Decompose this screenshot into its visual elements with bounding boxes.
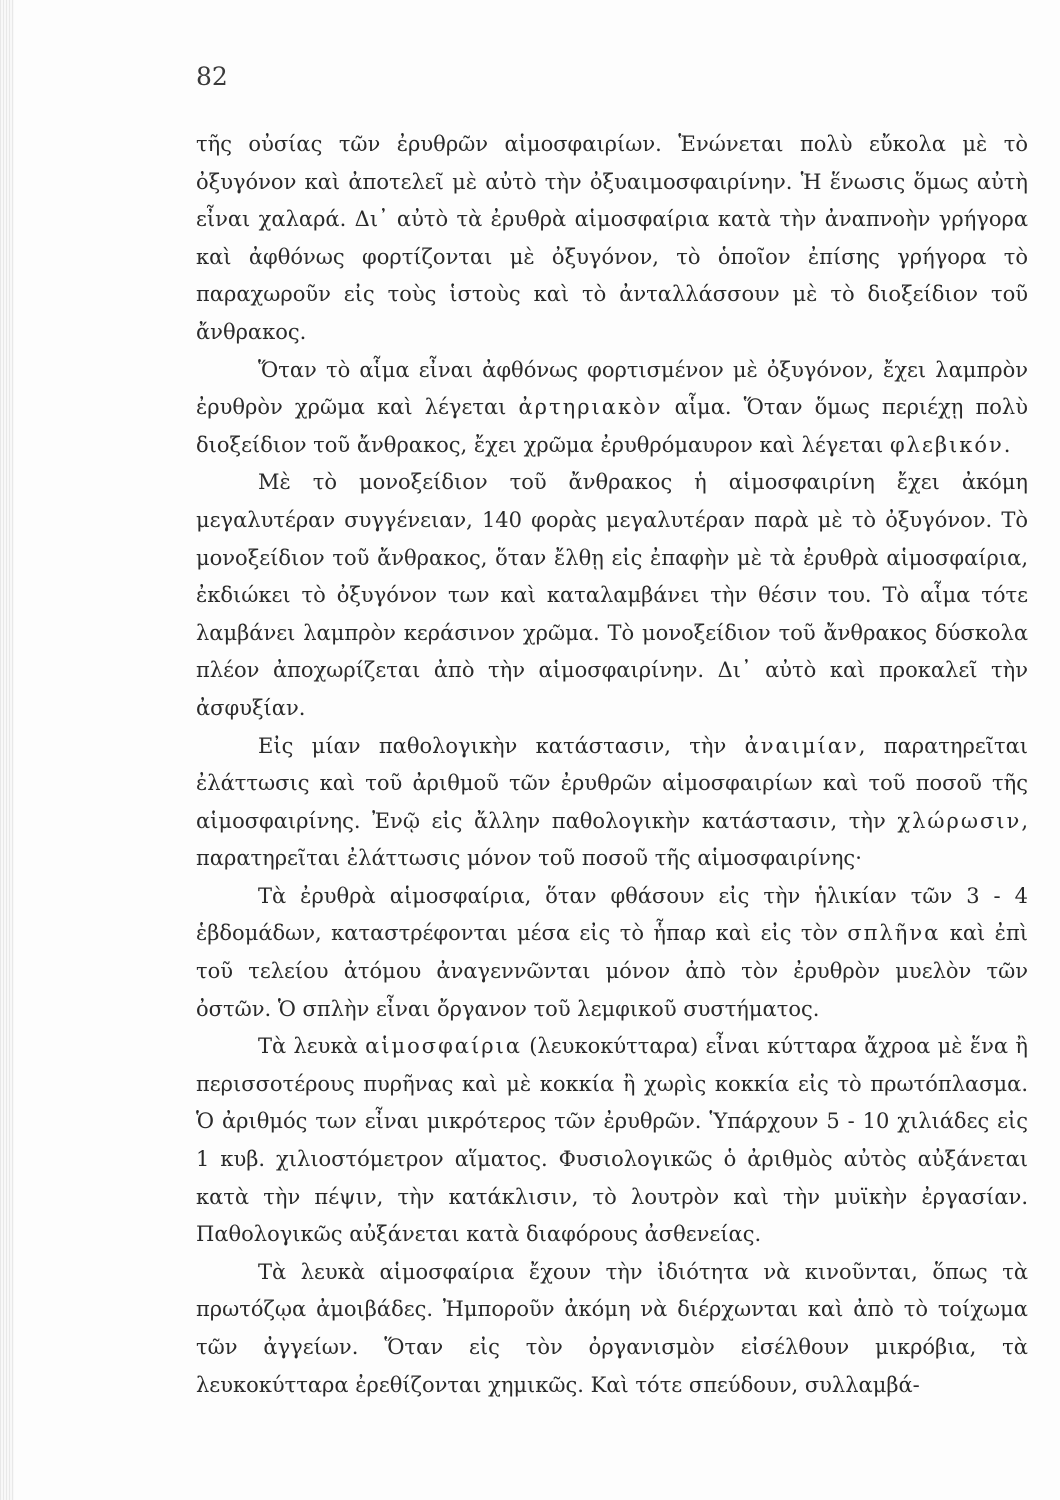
paragraph-4-part-2: , παρατηρεῖται ἐλάττωσις καὶ τοῦ ἀριθμοῦ τῶν ἐρυθρῶν αἱμοσφαιρίων καὶ τοῦ ποσοῦ τῆς αἱμοσφαιρίνης. Ἐνῷ εἰς ἄλλην παθολογικὴν κατάστασιν, τὴν [196, 733, 1028, 833]
page-number: 82 [196, 62, 228, 91]
paragraph-1: τῆς οὐσίας τῶν ἐρυθρῶν αἱμοσφαιρίων. Ἑνώνεται πολὺ εὔκολα μὲ τὸ ὀξυγόνον καὶ ἀποτελεῖ μὲ αὐτὸ τὴν ὀξυαιμοσφαιρίνην. Ἡ ἕνωσις ὅμως αὐτὴ εἶναι χαλαρά. Δι᾽ αὐτὸ τὰ ἐρυθρὰ αἱμοσφαίρια κατὰ τὴν ἀναπνοὴν γρήγορα καὶ ἀφθόνως φορτίζονται μὲ ὀξυγόνον, τὸ ὁποῖον ἐπίσης γρήγορα τὸ παραχωροῦν εἰς τοὺς ἱστοὺς καὶ τὸ ἀνταλλάσσουν μὲ τὸ διοξείδιον τοῦ ἄνθρακος. [196, 132, 1028, 344]
paragraph-2-part-1: Ὅταν τὸ αἷμα εἶναι ἀφθόνως φορτισμένον μὲ ὀξυγόνον, ἔχει λαμπρὸν ἐρυθρὸν χρῶμα καὶ λέγεται [196, 357, 1028, 420]
term-chlorosis: χλώρωσιν [897, 808, 1022, 833]
paragraph-4 [196, 728, 1028, 878]
paragraph-6 [196, 1028, 1028, 1254]
paragraph-3: Μὲ τὸ μονοξείδιον τοῦ ἄνθρακος ἡ αἱμοσφαιρίνη ἔχει ἀκόμη μεγαλυτέραν συγγένειαν, 140 φορὰς μεγαλυτέραν παρὰ μὲ τὸ ὀξυγόνον. Τὸ μονοξείδιον τοῦ ἄνθρακος, ὅταν ἔλθῃ εἰς ἐπαφὴν μὲ τὰ ἐρυθρὰ αἱμοσφαίρια, ἐκδιώκει τὸ ὀξυγόνον των καὶ καταλαμβάνει τὴν θέσιν του. Τὸ αἷμα τότε λαμβάνει λαμπρὸν κεράσινον χρῶμα. Τὸ μονοξείδιον τοῦ ἄνθρακος δύσκολα πλέον ἀποχωρίζεται ἀπὸ τὴν αἱμοσφαιρίνην. Δι᾽ αὐτὸ καὶ προκαλεῖ τὴν ἀσφυξίαν. [196, 470, 1028, 720]
page-edge-shadow [0, 0, 14, 1500]
paragraph-2-part-2: αἷμα. Ὅταν ὅμως περιέχῃ πολὺ διοξείδιον τοῦ ἄνθρακος, ἔχει χρῶμα ἐρυθρόμαυρον καὶ λέγεται [196, 395, 1028, 457]
paragraph-4-part-1: Εἰς μίαν παθολογικὴν κατάστασιν, τὴν [258, 733, 745, 758]
term-venous: φλεβικόν [889, 432, 1004, 457]
paragraph-6-part-2: (λευκοκύτταρα) εἶναι κύτταρα ἄχροα μὲ ἕνα ἢ περισσοτέρους πυρῆνας καὶ μὲ κοκκία ἢ χωρὶς κοκκία εἰς τὸ πρωτόπλασμα. Ὁ ἀριθμός των εἶναι μικρότερος τῶν ἐρυθρῶν. Ὑπάρχουν 5 - 10 χιλιάδες εἰς 1 κυβ. χιλιοστόμετρον αἵματος. Φυσιολογικῶς ὁ ἀριθμὸς αὐτὸς αὐξάνεται κατὰ τὴν πέψιν, τὴν κατάκλισιν, τὸ λουτρὸν καὶ τὴν μυϊκὴν ἐργασίαν. Παθολογικῶς αὐξάνεται κατὰ διαφόρους ἀσθενείας. [196, 1034, 1028, 1247]
paragraph-5-part-1: Τὰ ἐρυθρὰ αἱμοσφαίρια, ὅταν φθάσουν εἰς τὴν ἡλικίαν τῶν 3 - 4 ἑβδομάδων, καταστρέφονται μέσα εἰς τὸ ἧπαρ καὶ εἰς τὸν [196, 883, 1028, 946]
term-spleen: σπλῆνα [847, 921, 941, 946]
term-blood-cells: αἱμοσφαίρια [365, 1034, 522, 1059]
paragraph-5-part-2: καὶ ἐπὶ τοῦ τελείου ἀτόμου ἀναγεννῶνται μόνον ἀπὸ τὸν ἐρυθρὸν μυελὸν τῶν ὀστῶν. Ὁ σπλὴν εἶναι ὄργανον τοῦ λεμφικοῦ συστήματος. [196, 921, 1028, 1021]
paragraph-5 [196, 878, 1028, 1028]
paragraph-2 [196, 352, 1028, 465]
paragraph-4-part-3: , παρατηρεῖται ἐλάττωσις μόνον τοῦ ποσοῦ τῆς αἱμοσφαιρίνης· [196, 808, 1028, 871]
body-text [196, 126, 1028, 1404]
paragraph-7: Τὰ λευκὰ αἱμοσφαίρια ἔχουν τὴν ἰδιότητα νὰ κινοῦνται, ὅπως τὰ πρωτόζῳα ἀμοιβάδες. Ἠμποροῦν ἀκόμη νὰ διέρχωνται καὶ ἀπὸ τὸ τοίχωμα τῶν ἀγγείων. Ὅταν εἰς τὸν ὀργανισμὸν εἰσέλθουν μικρόβια, τὰ λευκοκύτταρα ἐρεθίζονται χημικῶς. Καὶ τότε σπεύδουν, συλλαμβά- [196, 1259, 1028, 1397]
term-arterial: ἀρτηριακὸν [518, 395, 663, 420]
paragraph-2-part-3: . [1003, 432, 1011, 457]
paragraph-6-part-1: Τὰ λευκὰ [258, 1034, 366, 1059]
term-anemia: ἀναιμίαν [744, 733, 859, 758]
